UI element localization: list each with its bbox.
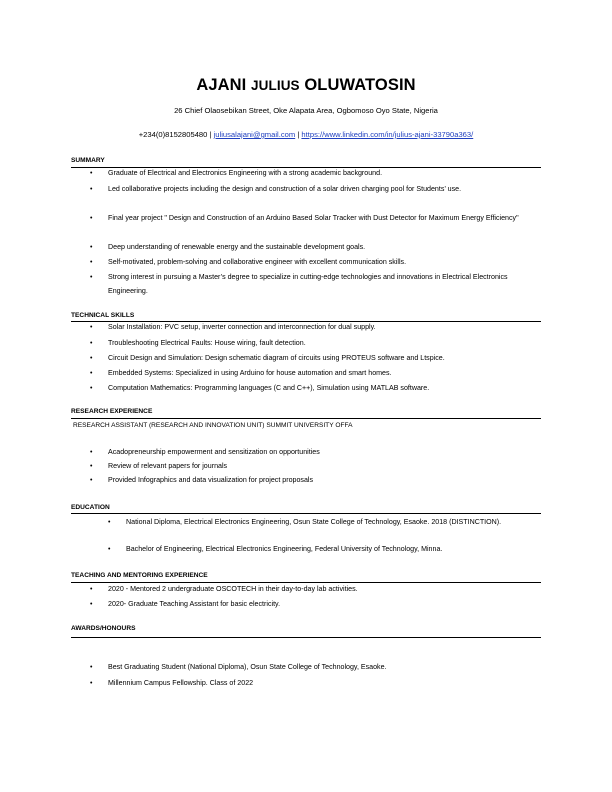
bullet: • <box>90 664 93 671</box>
skill-item: • Embedded Systems: Specialized in using Arduino for house automation and smart homes. <box>108 367 548 381</box>
education-item: • Bachelor of Engineering, Electrical Electronics Engineering, Federal University of Technology, Minna. <box>126 543 538 557</box>
skill-item: • Computation Mathematics: Programming languages (C and C++), Simulation using MATLAB software. <box>108 382 548 396</box>
bullet: • <box>90 186 93 193</box>
awards-heading: AWARDS/HONOURS <box>71 625 136 632</box>
summary-item: • Final year project " Design and Construction of an Arduino Based Solar Tracker with Dust Detector for Maximum Energy Efficiency" <box>108 212 548 226</box>
education-item: • National Diploma, Electrical Electronics Engineering, Osun State College of Technology, Esaoke. 2018 (DISTINCTION). <box>126 516 538 530</box>
email-link[interactable]: juliusalajani@gmail.com <box>213 130 296 139</box>
bullet: • <box>90 215 93 222</box>
bullet: • <box>90 463 93 470</box>
candidate-name <box>0 76 612 95</box>
bullet: • <box>108 519 111 526</box>
separator: | <box>209 130 212 139</box>
skill-item: • Circuit Design and Simulation: Design schematic diagram of circuits using PROTEUS software and Ltspice. <box>108 352 548 366</box>
contact-line <box>0 130 612 139</box>
bullet: • <box>90 370 93 377</box>
bullet: • <box>90 355 93 362</box>
summary-item: • Led collaborative projects including the design and construction of a solar driven charging pool for Students’ use. <box>108 183 548 197</box>
separator: | <box>297 130 300 139</box>
name-middle: JULIUS <box>251 78 300 93</box>
name-last: OLUWATOSIN <box>304 76 416 94</box>
skill-item: • Troubleshooting Electrical Faults: House wiring, fault detection. <box>108 337 548 351</box>
linkedin-link[interactable]: https://www.linkedin.com/in/julius-ajani-33790a363/ <box>301 130 474 139</box>
teaching-heading: TEACHING AND MENTORING EXPERIENCE <box>71 572 208 579</box>
technical-skills-heading: TECHNICAL SKILLS <box>71 312 135 319</box>
bullet: • <box>90 477 93 484</box>
bullet: • <box>90 259 93 266</box>
bullet: • <box>90 586 93 593</box>
teaching-item: • 2020- Graduate Teaching Assistant for basic electricity. <box>108 598 548 612</box>
research-item: • Acadopreneurship empowerment and sensitization on opportunities <box>108 446 548 460</box>
bullet: • <box>90 340 93 347</box>
section-divider <box>71 418 541 419</box>
award-item: • Best Graduating Student (National Diploma), Osun State College of Technology, Esaoke. <box>108 661 548 675</box>
research-item: • Provided Infographics and data visualization for project proposals <box>108 474 548 488</box>
research-heading: RESEARCH EXPERIENCE <box>71 408 153 415</box>
bullet: • <box>108 546 111 553</box>
bullet: • <box>90 324 93 331</box>
award-item: • Millennium Campus Fellowship. Class of 2022 <box>108 677 548 691</box>
research-item: • Review of relevant papers for journals <box>108 460 548 474</box>
address: 26 Chief Olaosebikan Street, Oke Alapata Area, Ogbomoso Oyo State, Nigeria <box>174 106 438 115</box>
summary-heading: SUMMARY <box>71 157 105 164</box>
summary-item: • Strong interest in pursuing a Master’s degree to specialize in cutting-edge technologies and innovations in Electrical Electronics Engineering. <box>90 273 508 295</box>
summary-item: • Deep understanding of renewable energy and the sustainable development goals. <box>108 241 548 255</box>
bullet: • <box>90 449 93 456</box>
bullet: • <box>90 274 93 281</box>
name-first: AJANI <box>196 76 247 94</box>
summary-item: • Graduate of Electrical and Electronics Engineering with a strong academic background. <box>108 167 548 181</box>
research-role: RESEARCH ASSISTANT (RESEARCH AND INNOVATION UNIT) SUMMIT UNIVERSITY OFFA <box>73 422 353 429</box>
bullet: • <box>90 601 93 608</box>
bullet: • <box>90 385 93 392</box>
teaching-item: • 2020 - Mentored 2 undergraduate OSCOTECH in their day-to-day lab activities. <box>108 583 548 597</box>
bullet: • <box>90 170 93 177</box>
bullet: • <box>90 244 93 251</box>
section-divider <box>71 637 541 638</box>
skill-item: • Solar Installation: PVC setup, inverter connection and interconnection for dual supply. <box>108 321 548 335</box>
bullet: • <box>90 680 93 687</box>
education-heading: EDUCATION <box>71 504 110 511</box>
summary-item: • Self-motivated, problem-solving and collaborative engineer with excellent communication skills. <box>108 256 548 270</box>
section-divider <box>71 513 541 514</box>
phone: +234(0)8152805480 <box>138 130 208 139</box>
